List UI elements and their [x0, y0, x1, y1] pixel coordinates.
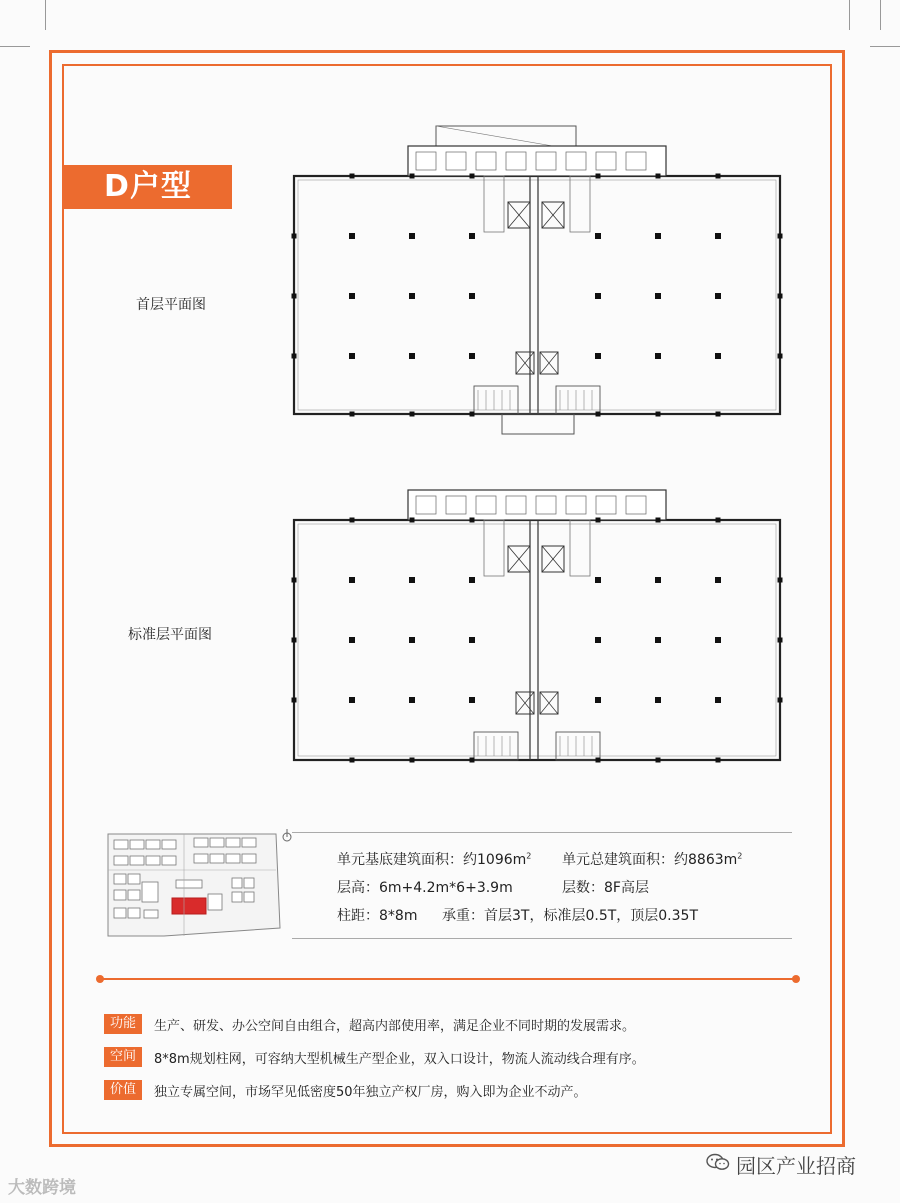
rule-top [292, 832, 792, 833]
stair-well [484, 176, 504, 232]
site-location-map [104, 828, 284, 940]
structural-column [349, 353, 355, 359]
perimeter-column [596, 758, 601, 763]
total-area-unit-sup: 2 [737, 851, 743, 861]
structural-column [409, 697, 415, 703]
crop-mark [849, 0, 850, 30]
standard-floor-plan-label: 标准层平面图 [128, 627, 212, 643]
crop-mark [870, 46, 900, 47]
perimeter-column [778, 578, 783, 583]
standard-floor-plan [280, 488, 800, 768]
structural-column [595, 577, 601, 583]
structural-column [595, 233, 601, 239]
watermark-left [8, 1173, 76, 1198]
perimeter-column [778, 234, 783, 239]
perimeter-column [410, 518, 415, 523]
plan-inner-line [298, 524, 776, 756]
structural-column [715, 577, 721, 583]
wechat-icon [706, 1153, 730, 1171]
structural-column [409, 577, 415, 583]
watermark-right-text: 园区产业招商 [736, 1154, 856, 1178]
structural-column [349, 293, 355, 299]
base-area-text: 单元基底建筑面积：约1096m [337, 852, 527, 868]
structural-column [655, 293, 661, 299]
core-block-top [408, 490, 666, 520]
structural-column [595, 697, 601, 703]
structural-column [469, 577, 475, 583]
perimeter-column [410, 758, 415, 763]
plan-outline [294, 520, 780, 760]
structural-column [469, 353, 475, 359]
section-divider [98, 978, 798, 980]
perimeter-column [292, 638, 297, 643]
stair-well [570, 520, 590, 576]
structural-column [655, 353, 661, 359]
structural-column [715, 697, 721, 703]
structural-column [469, 293, 475, 299]
perimeter-column [470, 518, 475, 523]
perimeter-column [596, 412, 601, 417]
structural-column [595, 353, 601, 359]
perimeter-column [656, 518, 661, 523]
structural-column [715, 637, 721, 643]
perimeter-column [410, 174, 415, 179]
structural-column [715, 233, 721, 239]
feature-text: 8*8m规划柱网，可容纳大型机械生产型企业，双入口设计，物流人流动线合理有序。 [154, 1052, 645, 1067]
structural-column [715, 353, 721, 359]
structural-column [469, 697, 475, 703]
core-block-top [408, 146, 666, 176]
perimeter-column [778, 698, 783, 703]
structural-column [655, 577, 661, 583]
base-area-unit-sup: 2 [526, 851, 532, 861]
perimeter-column [596, 174, 601, 179]
structural-column [655, 233, 661, 239]
structural-column [409, 637, 415, 643]
perimeter-column [292, 354, 297, 359]
crop-mark [0, 46, 30, 47]
structural-column [349, 233, 355, 239]
floor-count: 层数：8F高层 [562, 880, 649, 896]
perimeter-column [716, 412, 721, 417]
perimeter-column [350, 758, 355, 763]
plan-outline [294, 176, 780, 414]
perimeter-column [470, 174, 475, 179]
structural-column [655, 697, 661, 703]
base-area [337, 849, 531, 869]
perimeter-column [350, 412, 355, 417]
structural-column [595, 637, 601, 643]
north-arrow-icon [282, 828, 292, 842]
feature-text: 独立专属空间，市场罕见低密度50年独立产权厂房，购入即为企业不动产。 [154, 1085, 587, 1100]
perimeter-column [350, 174, 355, 179]
perimeter-column [470, 412, 475, 417]
structural-column [715, 293, 721, 299]
perimeter-column [656, 412, 661, 417]
perimeter-column [292, 294, 297, 299]
perimeter-column [778, 354, 783, 359]
structural-column [409, 293, 415, 299]
crop-mark [45, 0, 46, 30]
structural-column [469, 637, 475, 643]
structural-column [655, 637, 661, 643]
total-area-text: 单元总建筑面积：约8863m [562, 852, 738, 868]
perimeter-column [778, 638, 783, 643]
divider-dot-left [96, 975, 104, 983]
perimeter-column [292, 234, 297, 239]
stair-well [484, 520, 504, 576]
structural-column [349, 577, 355, 583]
watermark-left-text: 大数跨境 [8, 1178, 76, 1198]
perimeter-column [656, 174, 661, 179]
perimeter-column [656, 758, 661, 763]
perimeter-column [470, 758, 475, 763]
structural-column [349, 637, 355, 643]
perimeter-column [716, 174, 721, 179]
structural-column [469, 233, 475, 239]
perimeter-column [596, 518, 601, 523]
unit-type-badge: D户型 [64, 165, 232, 209]
perimeter-column [716, 518, 721, 523]
feature-tag: 空间 [104, 1047, 142, 1067]
ground-floor-plan-label: 首层平面图 [136, 297, 206, 313]
perimeter-column [778, 294, 783, 299]
plan-inner-line [298, 180, 776, 410]
entrance-steps [502, 414, 574, 434]
stair-well [570, 176, 590, 232]
column-spacing: 柱距：8*8m [337, 908, 418, 924]
feature-tag: 功能 [104, 1014, 142, 1034]
structural-column [349, 697, 355, 703]
total-area [562, 849, 742, 869]
feature-tag: 价值 [104, 1080, 142, 1100]
ground-floor-plan [280, 120, 800, 440]
unit-specs-panel [292, 832, 792, 940]
structural-column [409, 233, 415, 239]
rule-bottom [292, 938, 792, 939]
structural-column [595, 293, 601, 299]
floor-height: 层高：6m+4.2m*6+3.9m [337, 880, 513, 896]
floor-load: 承重：首层3T，标准层0.5T，顶层0.35T [442, 908, 698, 924]
structural-column [409, 353, 415, 359]
perimeter-column [410, 412, 415, 417]
feature-text: 生产、研发、办公空间自由组合，超高内部使用率，满足企业不同时期的发展需求。 [154, 1019, 636, 1034]
perimeter-column [350, 518, 355, 523]
perimeter-column [716, 758, 721, 763]
divider-dot-right [792, 975, 800, 983]
perimeter-column [292, 578, 297, 583]
perimeter-column [292, 698, 297, 703]
crop-mark [880, 0, 881, 30]
